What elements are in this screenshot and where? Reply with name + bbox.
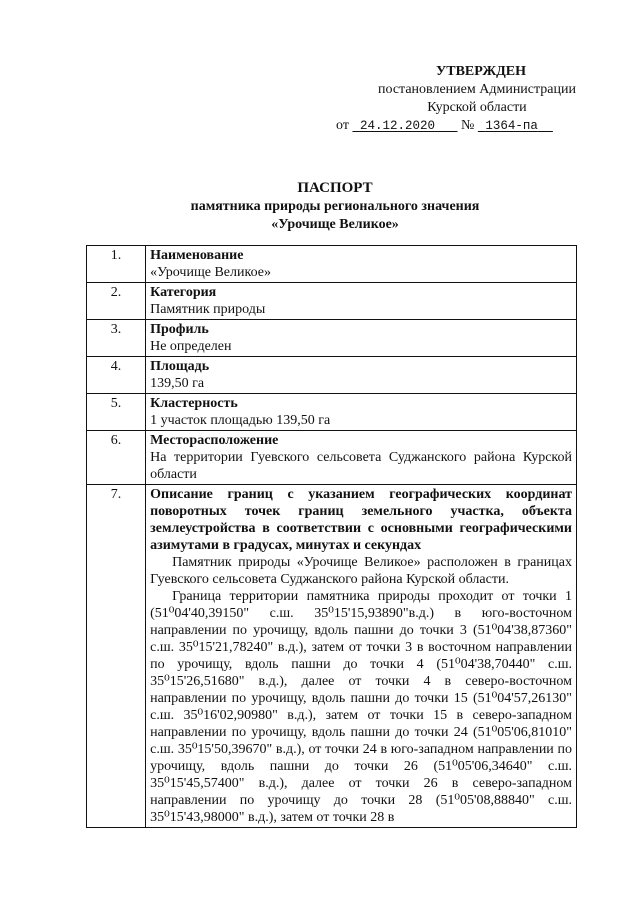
row-number: 3. xyxy=(87,320,146,357)
row-label: Месторасположение xyxy=(150,433,279,448)
row-value: Памятник природы xyxy=(150,302,266,317)
row-content xyxy=(146,394,577,431)
row-value: 139,50 га xyxy=(150,376,205,391)
row-number: 6. xyxy=(87,431,146,485)
row-value: На территории Гуевского сельсовета Суджанского района Курской области xyxy=(150,450,572,482)
table-row xyxy=(87,431,577,485)
row-number: 4. xyxy=(87,357,146,394)
row-label: Наименование xyxy=(150,248,244,263)
row-label: Кластерность xyxy=(150,396,238,411)
row-value: 1 участок площадью 139,50 га xyxy=(150,413,331,428)
row-number: 5. xyxy=(87,394,146,431)
row-content xyxy=(146,357,577,394)
table-row xyxy=(87,283,577,320)
title-main: ПАСПОРТ xyxy=(297,180,373,196)
row-value: Не определен xyxy=(150,339,232,354)
row-label: Площадь xyxy=(150,359,210,374)
row-number: 2. xyxy=(87,283,146,320)
row-content xyxy=(146,485,577,828)
row-content xyxy=(146,320,577,357)
table-row xyxy=(87,394,577,431)
row-label: Профиль xyxy=(150,322,209,337)
row-label: Описание границ с указанием географических координат поворотных точек границ земельного участка, объекта землеустройства в соответствии с основными географическими азимутами в градусах, минутах и секундах xyxy=(150,487,572,553)
approval-number: 1364-па xyxy=(485,119,538,133)
row-value: «Урочище Великое» xyxy=(150,265,271,280)
row-content xyxy=(146,283,577,320)
table-row xyxy=(87,485,577,828)
approval-heading: УТВЕРЖДЕН xyxy=(435,64,527,79)
document-title xyxy=(100,178,570,234)
date-prefix: от xyxy=(336,118,349,133)
table-row xyxy=(87,357,577,394)
row-content xyxy=(146,431,577,485)
title-line-1: памятника природы регионального значения xyxy=(190,199,480,214)
title-line-2: «Урочище Великое» xyxy=(271,217,399,232)
approval-line-2: Курской области xyxy=(427,100,527,115)
row-number: 7. xyxy=(87,485,146,828)
row-content xyxy=(146,246,577,283)
approval-date: 24.12.2020 xyxy=(359,119,435,133)
row-label: Категория xyxy=(150,285,217,300)
approval-line-1: постановлением Администрации xyxy=(378,82,576,97)
row-number: 1. xyxy=(87,246,146,283)
passport-table xyxy=(86,245,577,828)
boundary-paragraph-2: Граница территории памятника природы проходит от точки 1 (51⁰04'40,39150" с.ш. 35⁰15'15,93890"в.д.) в юго-восточном направлении по урочищу, вдоль пашни до точки 3 (51⁰04'38,87360" с.ш. 35⁰15'21,78240" в.д.), затем от точки 3 в восточном направлении по урочищу, вдоль пашни до точки 4 (51⁰04'38,70440" с.ш. 35⁰15'26,51680" в.д.), далее от точки 4 в северо-восточном направлении по урочищу, вдоль пашни до точки 15 (51⁰04'57,26130" с.ш. 35⁰16'02,90980" в.д.), затем от точки 15 в северо-западном направлении по урочищу, вдоль пашни до точки 24 (51⁰05'06,81010" с.ш. 35⁰15'50,39670" в.д.), от точки 24 в юго-западном направлении по урочищу, вдоль пашни до точки 26 (51⁰05'06,34640" с.ш. 35⁰15'45,57400" в.д.), далее от точки 26 в северо-западном направлении по урочищу до точки 28 (51⁰05'08,88840" с.ш. 35⁰15'43,98000" в.д.), затем от точки 28 в xyxy=(150,589,572,825)
table-row xyxy=(87,246,577,283)
table-row xyxy=(87,320,577,357)
boundary-paragraph-1: Памятник природы «Урочище Великое» расположен в границах Гуевского сельсовета Суджанского района Курской области. xyxy=(150,555,572,587)
approval-block xyxy=(330,63,600,135)
number-prefix: № xyxy=(460,118,475,133)
approval-date-line xyxy=(336,117,600,135)
